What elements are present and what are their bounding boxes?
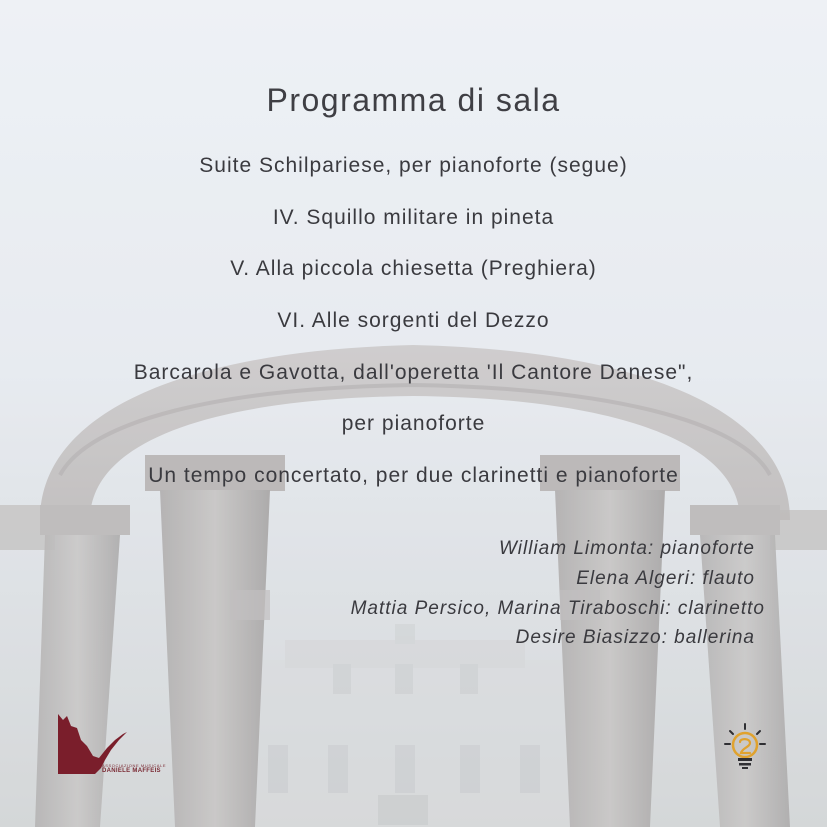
performer-line: Desire Biasizzo: ballerina bbox=[515, 627, 755, 649]
program-item: Suite Schilpariese, per pianoforte (segue) bbox=[199, 154, 628, 177]
page-title: Programma di sala bbox=[266, 82, 561, 118]
program-list bbox=[0, 148, 827, 510]
logo-org-line: ASSOCIAZIONE MUSICALE bbox=[102, 763, 167, 768]
program-item: Barcarola e Gavotta, dall'operetta 'Il Cantore Danese", bbox=[133, 360, 694, 384]
program-item: Un tempo concertato, per due clarinetti e pianoforte bbox=[148, 464, 679, 488]
program-item: per pianoforte bbox=[341, 412, 486, 436]
performers-list bbox=[350, 534, 765, 653]
performer-line: Mattia Persico, Marina Tiraboschi: clarinetto bbox=[350, 597, 765, 619]
association-logo bbox=[55, 712, 165, 778]
lightbulb-logo-icon bbox=[722, 722, 768, 770]
performer-line: Elena Algeri: flauto bbox=[576, 567, 755, 589]
program-item: V. Alla piccola chiesetta (Preghiera) bbox=[230, 257, 597, 281]
logo-org-name: DANIELE MAFFEIS bbox=[102, 768, 161, 774]
performer-line: William Limonta: pianoforte bbox=[499, 538, 755, 559]
program-item: IV. Squillo militare in pineta bbox=[272, 205, 555, 229]
program-item: VI. Alle sorgenti del Dezzo bbox=[277, 309, 550, 333]
